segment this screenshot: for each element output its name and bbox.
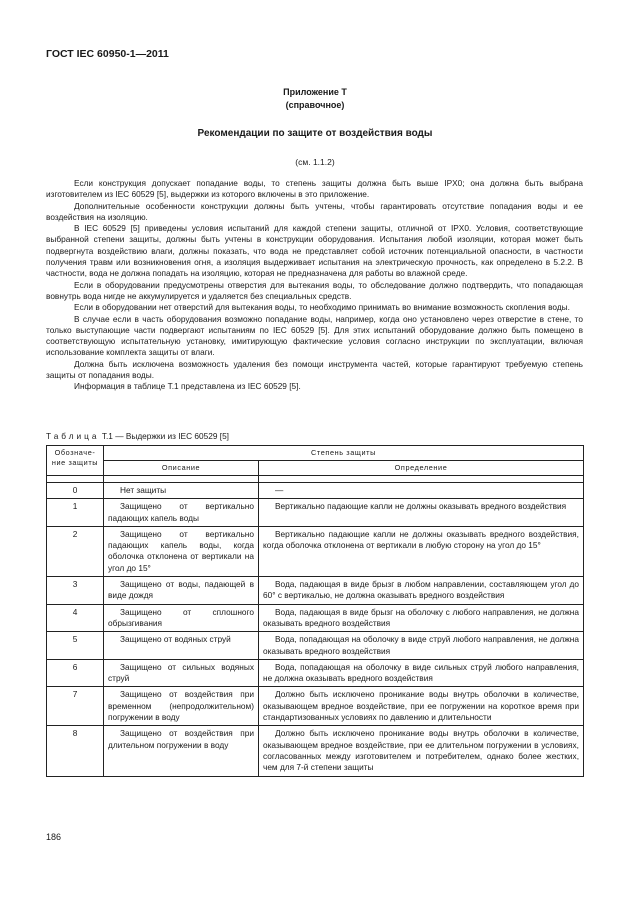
- cell-description: Нет защиты: [104, 483, 259, 499]
- cell-code: 1: [47, 499, 104, 527]
- cell-description: Защищено от вертикально падающих капель воды, когда оболочка отклонена от вертикали на угол до 15°: [104, 526, 259, 576]
- table-spacer-row: [47, 476, 584, 483]
- cell-description: Защищено от сильных водяных струй: [104, 659, 259, 687]
- table-caption: [46, 431, 229, 441]
- cell-description: Защищено от воздействия при длительном погружении в воду: [104, 726, 259, 776]
- table-row: [47, 499, 584, 527]
- appendix-subtitle: (справочное): [285, 100, 345, 110]
- table-caption-word: Таблица: [46, 431, 100, 441]
- table-caption-text: Т.1 — Выдержки из IEC 60529 [5]: [101, 431, 229, 441]
- cell-definition: Должно быть исключено проникание воды внутрь оболочки в количестве, оказывающем вредное воздействие, при ее длительном погружении в условиях, согласованных между изготовителем и потребителем, однако более жестких, чем для 7-й степени защиты: [259, 726, 584, 776]
- table-row: [47, 632, 584, 660]
- protection-table: [46, 445, 584, 777]
- appendix-heading: [0, 86, 630, 112]
- appendix-title: Приложение Т: [283, 87, 347, 97]
- cell-definition: —: [259, 483, 584, 499]
- cell-definition: Вода, падающая в виде брызг на оболочку с любого направления, не должна оказывать вредного воздействия: [259, 604, 584, 632]
- cell-code: 2: [47, 526, 104, 576]
- header-definition: Определение: [259, 461, 584, 476]
- cell-definition: Вода, попадающая на оболочку в виде сильных струй любого направления, не должна оказывать вредного воздействия: [259, 659, 584, 687]
- cell-code: 8: [47, 726, 104, 776]
- header-degree: Степень защиты: [104, 446, 584, 461]
- table-row: [47, 659, 584, 687]
- section-reference: (см. 1.1.2): [295, 157, 335, 167]
- paragraph: Если в оборудовании предусмотрены отверстия для вытекания воды, то обследование должно подтвердить, что попадающая вовнутрь вода нигде не аккумулируется и удаляется без специальных средств.: [46, 279, 583, 301]
- paragraph: Если конструкция допускает попадание воды, то степень защиты должна быть выше IPX0; она должна быть выбрана изготовителем из IEC 60529 [5], выдержки из которого включены в это приложение.: [46, 178, 583, 200]
- cell-description: Защищено от водяных струй: [104, 632, 259, 660]
- header-description: Описание: [104, 461, 259, 476]
- body-text: [46, 178, 583, 393]
- table-row: [47, 483, 584, 499]
- paragraph: Должна быть исключена возможность удаления без помощи инструмента частей, которые гарантируют требуемую степень защиты от попадания воды.: [46, 358, 583, 381]
- table-row: [47, 577, 584, 605]
- table-row: [47, 687, 584, 726]
- cell-definition: Вода, падающая в виде брызг в любом направлении, составляющем угол до 60° с вертикалью, не должна оказывать вредного воздействия: [259, 577, 584, 605]
- paragraph: В случае если в часть оборудования возможно попадание воды, например, когда оно установлено через отверстие в стене, то только выступающие части подвергают испытаниям по IEC 60529 [5]. Для этих испытаний оборудование должно быть помещено в соответствующую испытательную установку, имитирующую фактические условия согласно инструкции по эксплуатации, включая использование комплекта защиты от влаги.: [46, 313, 583, 358]
- cell-description: Защищено от воды, падающей в виде дождя: [104, 577, 259, 605]
- paragraph: Дополнительные особенности конструкции должны быть учтены, чтобы гарантировать отсутствие попадания воды и ее воздействия на изоляцию.: [46, 200, 583, 222]
- cell-code: 4: [47, 604, 104, 632]
- cell-definition: Должно быть исключено проникание воды внутрь оболочки в количестве, оказывающем вредное воздействие, при ее погружении на короткое время при стандартизованных условиях по давлению и длительности: [259, 687, 584, 726]
- document-header: ГОСТ IEC 60950-1—2011: [46, 48, 169, 60]
- cell-code: 7: [47, 687, 104, 726]
- paragraph: Информация в таблице Т.1 представлена из IEC 60529 [5].: [74, 381, 301, 392]
- cell-definition: Вертикально падающие капли не должны оказывать вредного воздействия: [259, 499, 584, 527]
- paragraph: В IEC 60529 [5] приведены условия испытаний для каждой степени защиты, отличной от IPX0. Условия, соответствующие выбранной степени защиты, должны быть учтены в конструкции оборудования. Испытания любой изоляции, которая может быть подвергнута воздействию влаги, должны показать, что вода не представляет собой источник потенциальной опасности, в частности получения травм или возникновения огня, а изоляция выдерживает испытания на электрическую прочность, как определено в 5.2.2. В частности, вода не должна попадать на изоляцию, которая не предназначена для работы во влажной среде.: [46, 223, 583, 279]
- paragraph: Если в оборудовании нет отверстий для вытекания воды, то необходимо принимать во внимание возможность скопления воды.: [74, 302, 570, 313]
- table-row: [47, 526, 584, 576]
- cell-definition: Вертикально падающие капли не должны оказывать вредного воздействия, когда оболочка отклонена от вертикали в любую сторону на угол до 15°: [259, 526, 584, 576]
- header-code: Обозначе-ние защиты: [47, 446, 104, 476]
- cell-description: Защищено от сплошного обрызгивания: [104, 604, 259, 632]
- section-title: Рекомендации по защите от воздействия воды: [197, 128, 433, 139]
- table-row: [47, 604, 584, 632]
- cell-code: 6: [47, 659, 104, 687]
- cell-description: Защищено от воздействия при временном (непродолжительном) погружении в воду: [104, 687, 259, 726]
- table-row: [47, 726, 584, 776]
- cell-code: 5: [47, 632, 104, 660]
- cell-description: Защищено от вертикально падающих капель воды: [104, 499, 259, 527]
- cell-code: 0: [47, 483, 104, 499]
- cell-code: 3: [47, 577, 104, 605]
- cell-definition: Вода, попадающая на оболочку в виде струй любого направления, не должна оказывать вредного воздействия: [259, 632, 584, 660]
- page-number: 186: [46, 832, 62, 842]
